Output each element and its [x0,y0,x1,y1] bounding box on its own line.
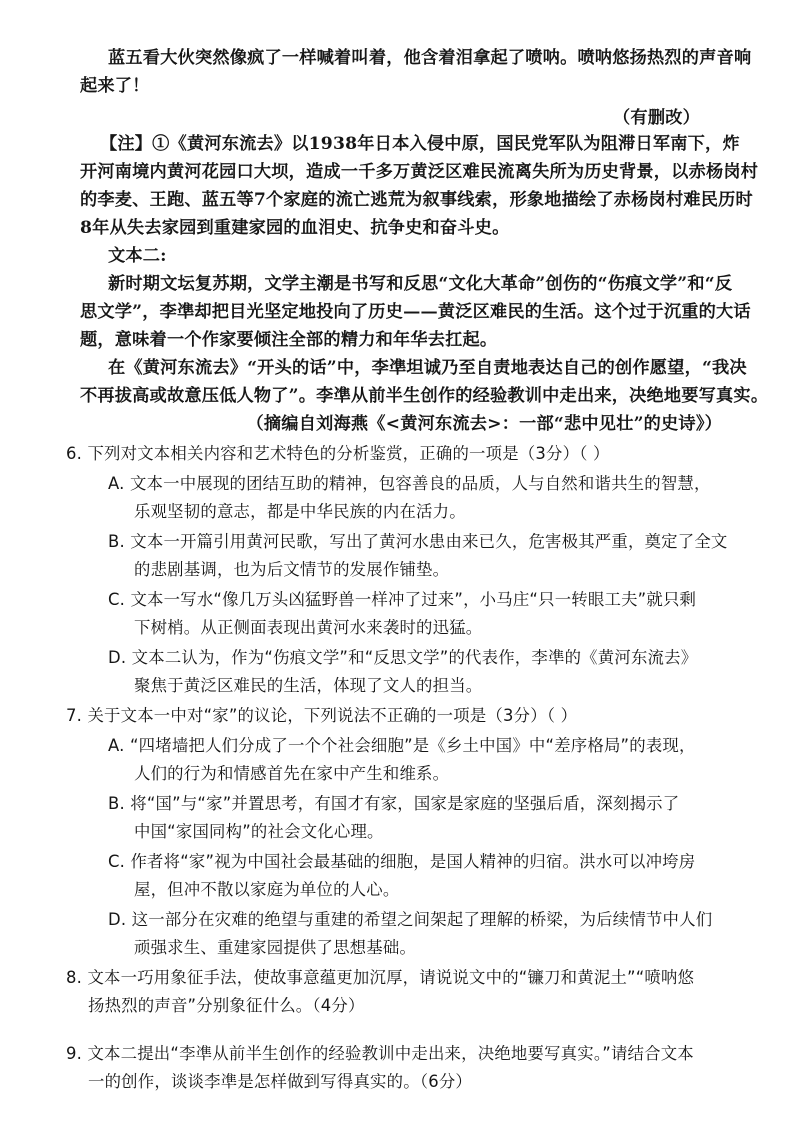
option-c-cont: 屋，但冲不散以家庭为单位的人心。 [134,880,400,899]
question-6-stem: 6. 下列对文本相关内容和艺术特色的分析鉴赏，正确的一项是（3分）（ ） [66,444,610,463]
text-two-line: 思文学”，李凖却把目光坚定地投向了历史——黄泛区难民的生活。这个过于沉重的大话 [80,302,751,322]
option-b: B. 文本一开篇引用黄河民歌，写出了黄河水患由来已久，危害极其严重，奠定了全文 [108,532,728,551]
option-d-cont: 顽强求生、重建家园提供了思想基础。 [134,938,417,957]
text-two-line: 不再拔高或故意压低人物了”。李凖从前半生创作的经验教训中走出来，决绝地要写真实。 [80,386,769,406]
option-a: A. “四堵墙把人们分成了一个个社会细胞”是《乡土中国》中“差序格局”的表现， [108,736,696,755]
annotation-line: 【注】①《黄河东流去》以1938年日本入侵中原，国民党军队为阻滞日军南下，炸 [100,134,740,154]
annotation-line: 的李麦、王跑、蓝五等7个家庭的流亡逃荒为叙事线索，形象地描绘了赤杨岗村难民历时 [80,190,753,210]
option-d-cont: 聚焦于黄泛区难民的生活，体现了文人的担当。 [134,676,483,695]
option-a: A. 文本一中展现的团结互助的精神，包容善良的品质，人与自然和谐共生的智慧， [108,474,711,493]
annotation-line: 开河南境内黄河花园口大坝，造成一千多万黄泛区难民流离失所为历史背景，以赤杨岗村 [80,162,759,182]
text-one-line: 蓝五看大伙突然像疯了一样喊着叫着，他含着泪拿起了喷呐。喷呐悠扬热烈的声音响 [108,48,752,68]
question-7-stem: 7. 关于文本一中对“家”的议论，下列说法不正确的一项是（3分）（ ） [66,706,578,725]
option-a-cont: 乐观坚韧的意志，都是中华民族的内在活力。 [134,502,466,521]
text-two-line: 题，意味着一个作家要倾注全部的精力和年华去扛起。 [80,330,498,350]
option-d: D. 这一部分在灾难的绝望与重建的希望之间架起了理解的桥梁，为后续情节中人们 [108,910,713,929]
text-two-source: （摘编自刘海燕《<黄河东流去>：一部“悲中见壮”的史诗》） [246,414,722,434]
text-two-line: 新时期文坛复苏期，文学主潮是书写和反思“文化大革命”创伤的“伤痕文学”和“反 [108,274,733,294]
option-c-cont: 下树梢。从正侧面表现出黄河水来袭时的迅猛。 [134,618,483,637]
option-b-cont: 中国“家国同构”的社会文化心理。 [134,822,384,841]
option-c: C. 文本一写水“像几万头凶猛野兽一样冲了过来”，小马庄“只一转眼工夫”就只剩 [108,590,697,609]
text-one-line: 起来了！ [80,76,150,96]
text-two-line: 在《黄河东流去》“开头的话”中，李凖坦诚乃至自责地表达自己的创作愿望，“我决 [108,358,747,378]
option-a-cont: 人们的行为和情感首先在家中产生和维系。 [134,764,450,783]
question-8-stem-cont: 扬热烈的声音”分别象征什么。（4分） [88,996,365,1015]
option-b: B. 将“国”与“家”并置思考，有国才有家，国家是家庭的坚强后盾，深刻揭示了 [108,794,680,813]
option-c: C. 作者将“家”视为中国社会最基础的细胞，是国人精神的归宿。洪水可以冲垮房 [108,852,696,871]
question-9-stem: 9. 文本二提出“李凖从前半生创作的经验教训中走出来，决绝地要写真实。”请结合文本 [66,1044,694,1063]
option-d: D. 文本二认为，作为“伤痕文学”和“反思文学”的代表作，李凖的《黄河东流去》 [108,648,698,667]
question-9-stem-cont: 一的创作，谈谈李凖是怎样做到写得真实的。（6分） [88,1072,473,1091]
option-b-cont: 的悲剧基调，也为后文情节的发展作铺垫。 [134,560,450,579]
question-8-stem: 8. 文本一巧用象征手法，使故事意蕴更加沉厚，请说说文中的“镰刀和黄泥土”“喷呐悠 [66,968,695,987]
edited-note: （有删改） [613,108,700,128]
annotation-line: 8年从失去家园到重建家园的血泪史、抗争史和奋斗史。 [80,218,510,238]
text-two-heading: 文本二: [108,246,167,266]
